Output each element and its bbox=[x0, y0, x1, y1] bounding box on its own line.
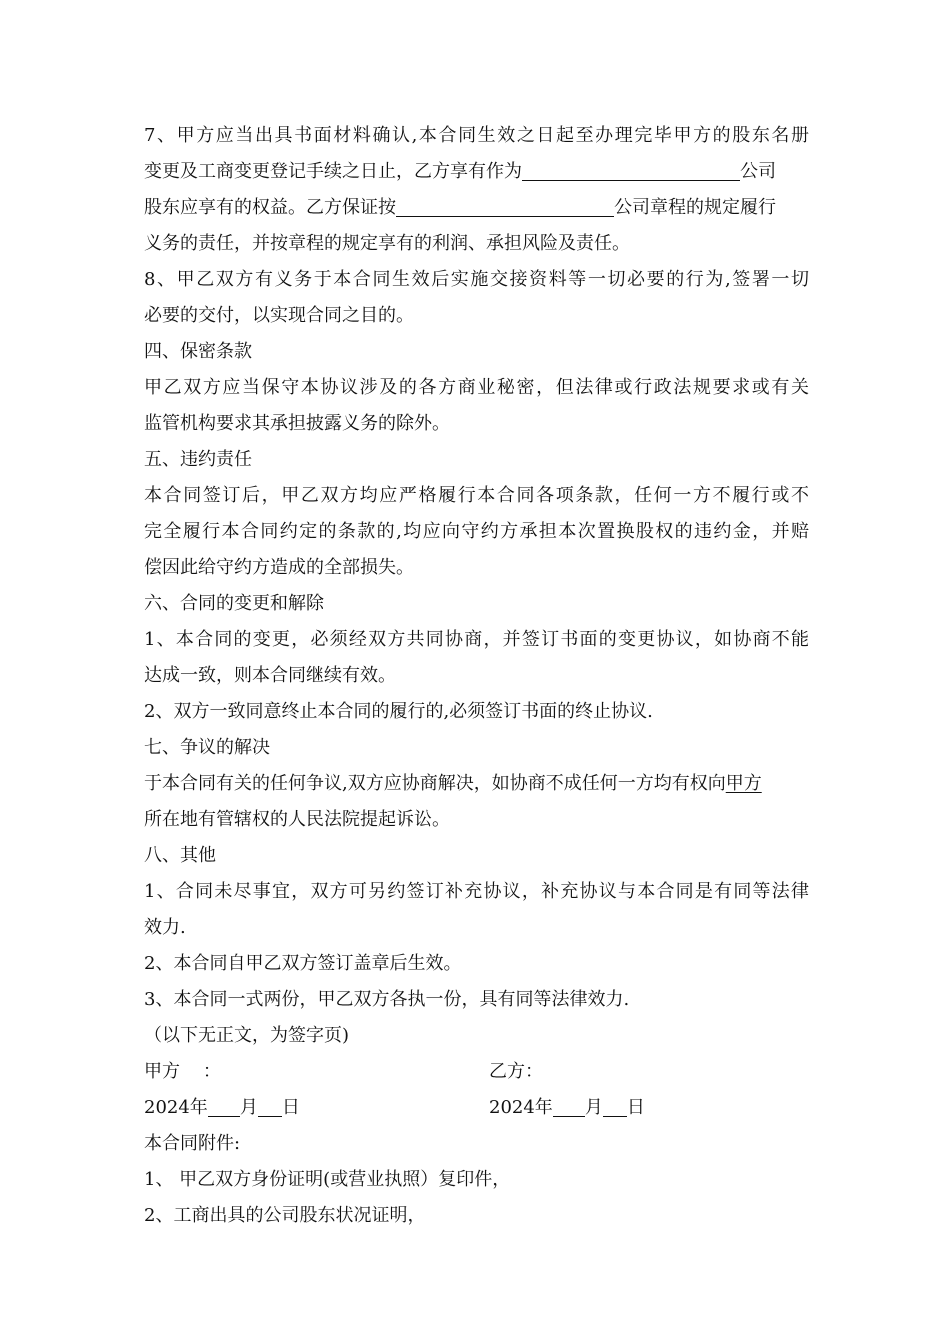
clause-7-company-label: 公司 bbox=[740, 161, 776, 182]
party-a-month-label: 月 bbox=[239, 1097, 258, 1118]
dispute-party-a-underlined: 甲方 bbox=[725, 773, 762, 794]
amendment-item-1-line-2: 达成一致，则本合同继续有效。 bbox=[144, 665, 396, 686]
other-item-1-line-2: 效力. bbox=[144, 917, 186, 938]
amendment-item-1-line-1: 1、本合同的变更，必须经双方共同协商，并签订书面的变更协议，如协商不能 bbox=[144, 629, 809, 650]
clause-7-line-4: 义务的责任，并按章程的规定享有的利润、承担风险及责任。 bbox=[144, 233, 630, 254]
attachment-item-1: 1、 甲乙双方身份证明(或营业执照）复印件， bbox=[144, 1169, 511, 1190]
clause-7-line-2 bbox=[144, 154, 809, 190]
signature-note: （以下无正文，为签字页) bbox=[144, 1025, 350, 1046]
section-heading-confidentiality: 四、保密条款 bbox=[144, 341, 252, 362]
contract-body bbox=[144, 118, 809, 1234]
clause-8-line-2: 必要的交付，以实现合同之目的。 bbox=[144, 305, 414, 326]
section-heading-dispute: 七、争议的解决 bbox=[144, 737, 270, 758]
party-a-date bbox=[144, 1090, 300, 1126]
attachments-heading: 本合同附件: bbox=[144, 1133, 241, 1154]
section-heading-other: 八、其他 bbox=[144, 845, 216, 866]
section-heading-liability: 五、违约责任 bbox=[144, 449, 252, 470]
party-b-month-label: 月 bbox=[584, 1097, 603, 1118]
clause-7-text: 变更及工商变更登记手续之日止，乙方享有作为 bbox=[144, 161, 522, 182]
clause-8-line-1: 8、甲乙双方有义务于本合同生效后实施交接资料等一切必要的行为,签署一切 bbox=[144, 269, 809, 290]
liability-line-3: 偿因此给守约方造成的全部损失。 bbox=[144, 557, 414, 578]
party-b-year: 2024年 bbox=[489, 1097, 553, 1118]
clause-7-text: 公司章程的规定履行 bbox=[614, 197, 776, 218]
dispute-line-2: 所在地有管辖权的人民法院提起诉讼。 bbox=[144, 809, 450, 830]
liability-line-1: 本合同签订后，甲乙双方均应严格履行本合同各项条款，任何一方不履行或不 bbox=[144, 485, 809, 506]
party-b-day-blank bbox=[603, 1096, 627, 1117]
other-item-3: 3、本合同一式两份，甲乙双方各执一份，具有同等法律效力. bbox=[144, 989, 630, 1010]
party-a-day-label: 日 bbox=[281, 1097, 300, 1118]
liability-line-2: 完全履行本合同约定的条款的,均应向守约方承担本次置换股权的违约金，并赔 bbox=[144, 521, 809, 542]
party-b-label: 乙方： bbox=[489, 1061, 543, 1082]
dispute-text: 于本合同有关的任何争议,双方应协商解决，如协商不成任何一方均有权向 bbox=[144, 773, 726, 794]
party-a-month-blank bbox=[208, 1096, 240, 1117]
attachment-item-2: 2、工商出具的公司股东状况证明， bbox=[144, 1205, 426, 1226]
company-name-blank-1 bbox=[522, 160, 740, 181]
other-item-1-line-1: 1、合同未尽事宜，双方可另约签订补充协议，补充协议与本合同是有同等法律 bbox=[144, 881, 809, 902]
confidentiality-line-1: 甲乙双方应当保守本协议涉及的各方商业秘密，但法律或行政法规要求或有关 bbox=[144, 377, 809, 398]
confidentiality-line-2: 监管机构要求其承担披露义务的除外。 bbox=[144, 413, 450, 434]
signature-parties-row bbox=[144, 1054, 809, 1090]
signature-dates-row bbox=[144, 1090, 809, 1126]
company-name-blank-2 bbox=[396, 196, 614, 217]
party-b-day-label: 日 bbox=[626, 1097, 645, 1118]
party-b-date bbox=[489, 1090, 645, 1126]
clause-7-line-1: 7、甲方应当出具书面材料确认,本合同生效之日起至办理完毕甲方的股东名册 bbox=[144, 125, 809, 146]
party-a-day-blank bbox=[258, 1096, 282, 1117]
clause-7-text: 股东应享有的权益。乙方保证按 bbox=[144, 197, 396, 218]
other-item-2: 2、本合同自甲乙双方签订盖章后生效。 bbox=[144, 953, 462, 974]
party-a-label: 甲方 ： bbox=[144, 1061, 221, 1082]
party-b-month-blank bbox=[553, 1096, 585, 1117]
section-heading-amendment: 六、合同的变更和解除 bbox=[144, 593, 324, 614]
amendment-item-2: 2、双方一致同意终止本合同的履行的,必须签订书面的终止协议. bbox=[144, 701, 653, 722]
party-a-year: 2024年 bbox=[144, 1097, 208, 1118]
clause-7-line-3 bbox=[144, 190, 809, 226]
dispute-line-1 bbox=[144, 766, 809, 802]
